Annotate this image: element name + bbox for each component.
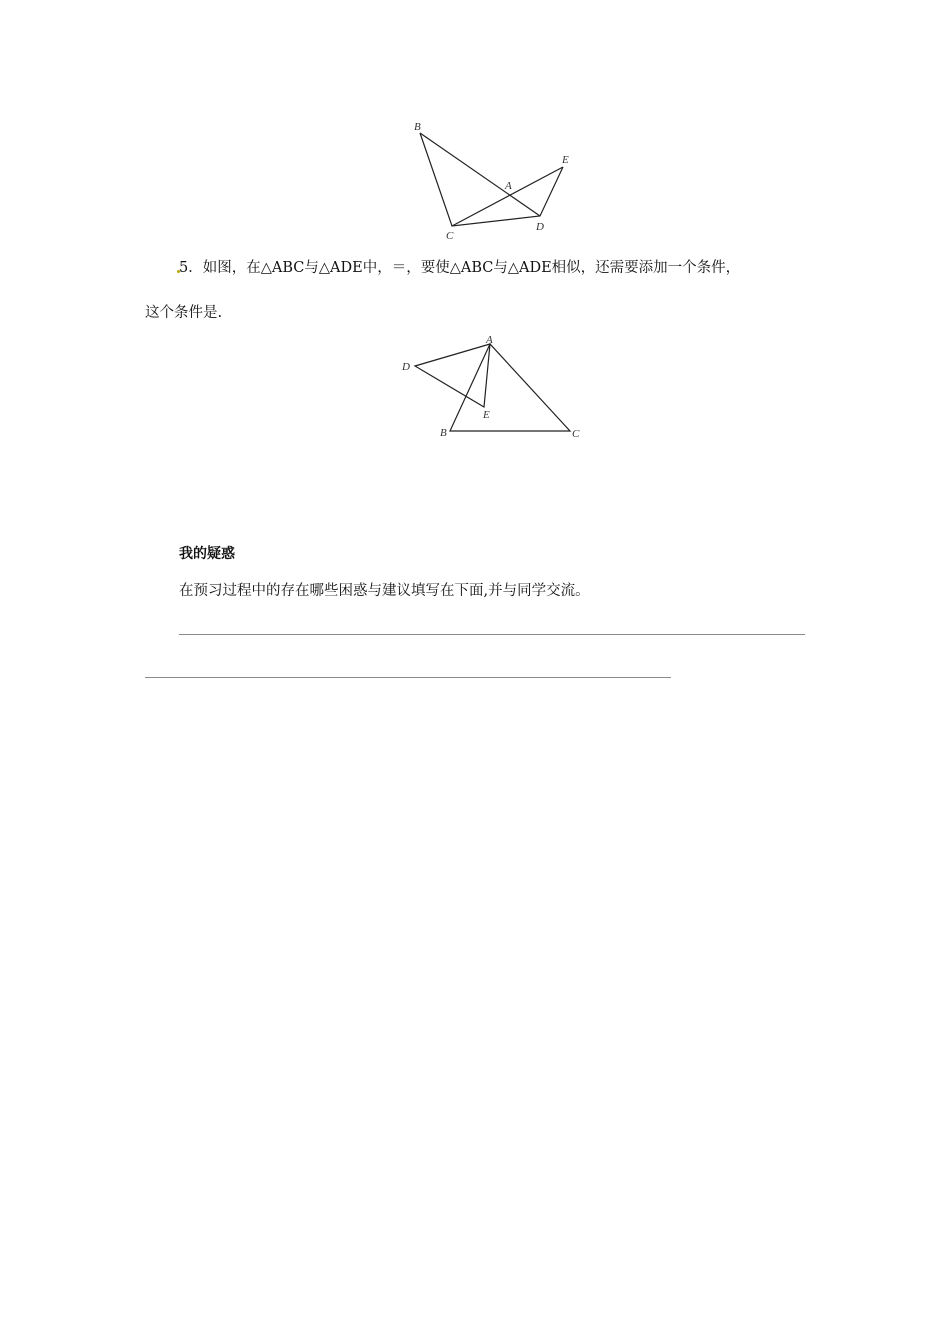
label-a: A xyxy=(505,180,512,192)
triangle-ade xyxy=(415,344,490,407)
question-5-line-1 xyxy=(179,258,740,278)
figure-1-diagram xyxy=(400,115,590,245)
label-c: C xyxy=(572,428,580,440)
segment-b-d xyxy=(420,133,540,216)
label-e: E xyxy=(562,154,569,166)
triangle-abc xyxy=(450,344,570,431)
question-5-line-2: 这个条件是. xyxy=(145,305,223,321)
doubts-heading: 我的疑惑 xyxy=(179,546,235,562)
figure-2-diagram xyxy=(395,332,595,447)
question-number: 5． xyxy=(179,260,203,276)
answer-line-1[interactable] xyxy=(179,634,805,635)
label-d: D xyxy=(402,361,410,373)
label-e: E xyxy=(483,409,490,421)
label-c: C xyxy=(446,230,454,242)
label-b: B xyxy=(414,121,421,133)
segment-c-e xyxy=(452,167,563,226)
doubts-instruction: 在预习过程中的存在哪些困惑与建议填写在下面,并与同学交流。 xyxy=(179,583,590,599)
label-a: A xyxy=(486,334,493,346)
label-b: B xyxy=(440,427,447,439)
question-text: 如图，在△ABC与△ADE中，＝，要使△ABC与△ADE相似，还需要添加一个条件， xyxy=(202,260,741,276)
answer-line-2[interactable] xyxy=(145,677,671,678)
label-d: D xyxy=(536,221,544,233)
segment-b-c-a-d xyxy=(420,133,563,226)
